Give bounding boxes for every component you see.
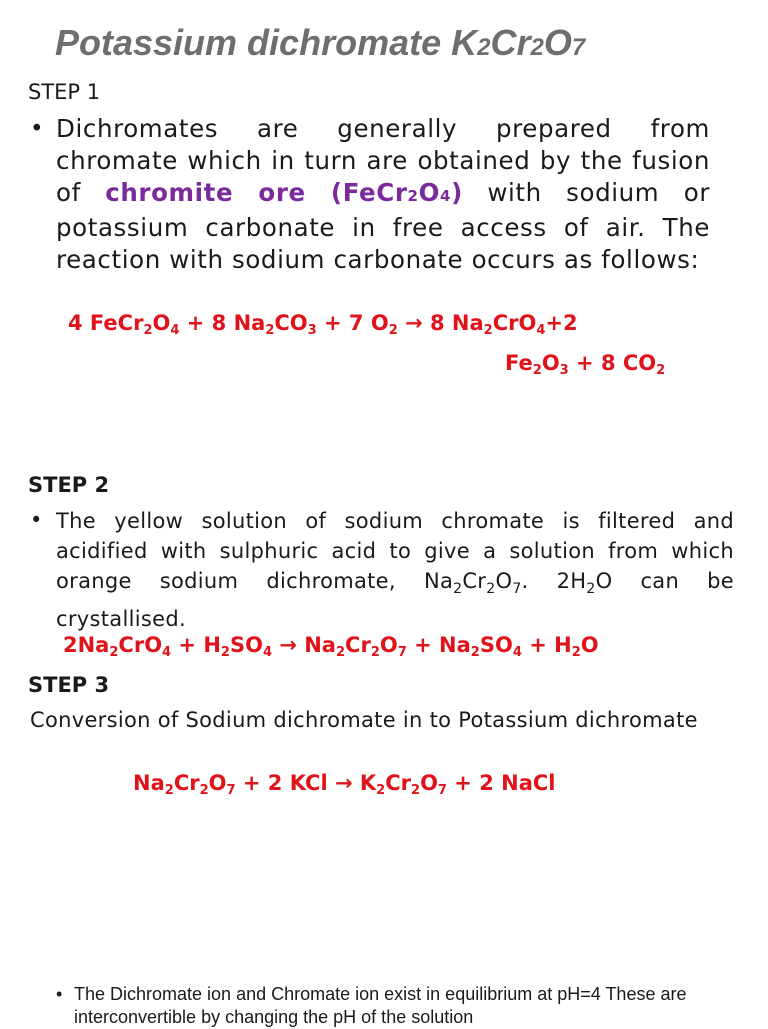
equation-subscript: 2 — [411, 783, 421, 799]
equation-subscript: 2 — [335, 645, 346, 661]
equation-term: O — [208, 771, 227, 795]
equation-term: Cr — [345, 633, 371, 657]
equation-term: → Na — [272, 633, 336, 657]
step1-equation-line2 — [505, 351, 666, 379]
chromite-ore-highlight: chromite ore (FeCr2O4) — [105, 178, 463, 207]
equation-subscript: 2 — [199, 783, 209, 799]
step1-equation-line1 — [68, 311, 578, 339]
title-text: Cr — [490, 22, 531, 63]
note-text: The Dichromate ion and Chromate ion exist in equilibrium at pH=4 These are interconvertible by changing the pH of the solution — [74, 984, 687, 1027]
equation-subscript: 2 — [143, 323, 153, 339]
equation-term: + H — [171, 633, 221, 657]
equation-subscript: 4 — [512, 645, 522, 661]
step3-equation — [133, 771, 556, 799]
equation-subscript: 2 — [571, 645, 581, 661]
bullet-icon: • — [30, 508, 43, 532]
equation-subscript: 7 — [226, 783, 236, 799]
equation-term: + 8 CO — [568, 351, 657, 375]
title-text: Potassium dichromate K — [55, 22, 478, 63]
step1-heading: STEP 1 — [28, 80, 101, 104]
equation-subscript: 2 — [109, 645, 119, 661]
step1-text: with sodium or potassium carbonate in free access of air. The reaction with sodium carbonate occurs as follows: — [56, 178, 710, 274]
equation-subscript: 2 — [470, 645, 480, 661]
equation-term: → 8 Na — [397, 311, 484, 335]
equation-term: SO — [229, 633, 263, 657]
equation-subscript: 2 — [656, 363, 666, 379]
equation-term: 2Na — [63, 633, 110, 657]
page-title — [55, 22, 585, 64]
equation-term: CrO — [492, 311, 537, 335]
equation-subscript: 2 — [164, 783, 174, 799]
equation-term: Na — [133, 771, 165, 795]
equation-term: + Na — [406, 633, 471, 657]
equation-subscript: 2 — [376, 783, 386, 799]
title-sub: 2 — [477, 34, 491, 61]
equation-term: O — [420, 771, 438, 795]
equation-term: O — [152, 311, 171, 335]
equation-term: Cr — [385, 771, 411, 795]
equation-subscript: 4 — [536, 323, 546, 339]
step1-text: Dichromates are generally prepared from chromate which in turn are obtained by the fusion of — [56, 114, 710, 207]
equation-term: CO — [274, 311, 308, 335]
title-sub: 2 — [530, 34, 544, 61]
equation-term: + 2 KCl → K — [235, 771, 377, 795]
equation-term: + 7 O — [316, 311, 389, 335]
equation-subscript: 2 — [220, 645, 230, 661]
equation-term: 4 FeCr — [68, 311, 144, 335]
equation-subscript: 3 — [559, 363, 569, 379]
step2-equation — [63, 633, 599, 661]
equation-term: + 8 Na — [179, 311, 266, 335]
equation-subscript: 2 — [483, 323, 493, 339]
equation-subscript: 4 — [262, 645, 273, 661]
equation-subscript: 7 — [437, 783, 447, 799]
step2-paragraph: The yellow solution of sodium chromate is filtered and acidified with sulphuric acid to give a solution from which orange sodium dichromate, $Na_2Cr_2O_7$. $2H_2O$ can be crystallised. — [56, 509, 735, 632]
title-text: O — [543, 22, 572, 63]
step3-paragraph: Conversion of Sodium dichromate in to Potassium dichromate — [30, 708, 698, 732]
equation-subscript: 2 — [532, 363, 542, 379]
bullet-icon: • — [30, 116, 44, 142]
equilibrium-note — [56, 983, 706, 1029]
equation-subscript: 3 — [307, 323, 317, 339]
step1-paragraph — [56, 113, 710, 276]
title-sub: 7 — [571, 34, 586, 61]
equation-term: Fe — [505, 351, 533, 375]
equation-subscript: 4 — [162, 645, 172, 661]
equation-term: Cr — [173, 771, 200, 795]
equation-subscript: 2 — [388, 323, 398, 339]
step3-heading: STEP 3 — [28, 673, 110, 697]
equation-subscript: 4 — [170, 323, 180, 339]
equation-subscript: 7 — [397, 645, 407, 661]
equation-term: + 2 NaCl — [446, 771, 556, 795]
equation-term: O — [379, 633, 398, 657]
equation-subscript: 2 — [265, 323, 275, 339]
equation-term: CrO — [118, 633, 163, 657]
equation-term: O — [580, 633, 599, 657]
equation-term: +2 — [545, 311, 578, 335]
equation-term: O — [541, 351, 560, 375]
equation-subscript: 2 — [370, 645, 380, 661]
equation-term: SO — [479, 633, 513, 657]
bullet-icon: • — [56, 984, 63, 1004]
step2-heading: STEP 2 — [28, 473, 110, 497]
equation-term: + H — [521, 633, 572, 657]
